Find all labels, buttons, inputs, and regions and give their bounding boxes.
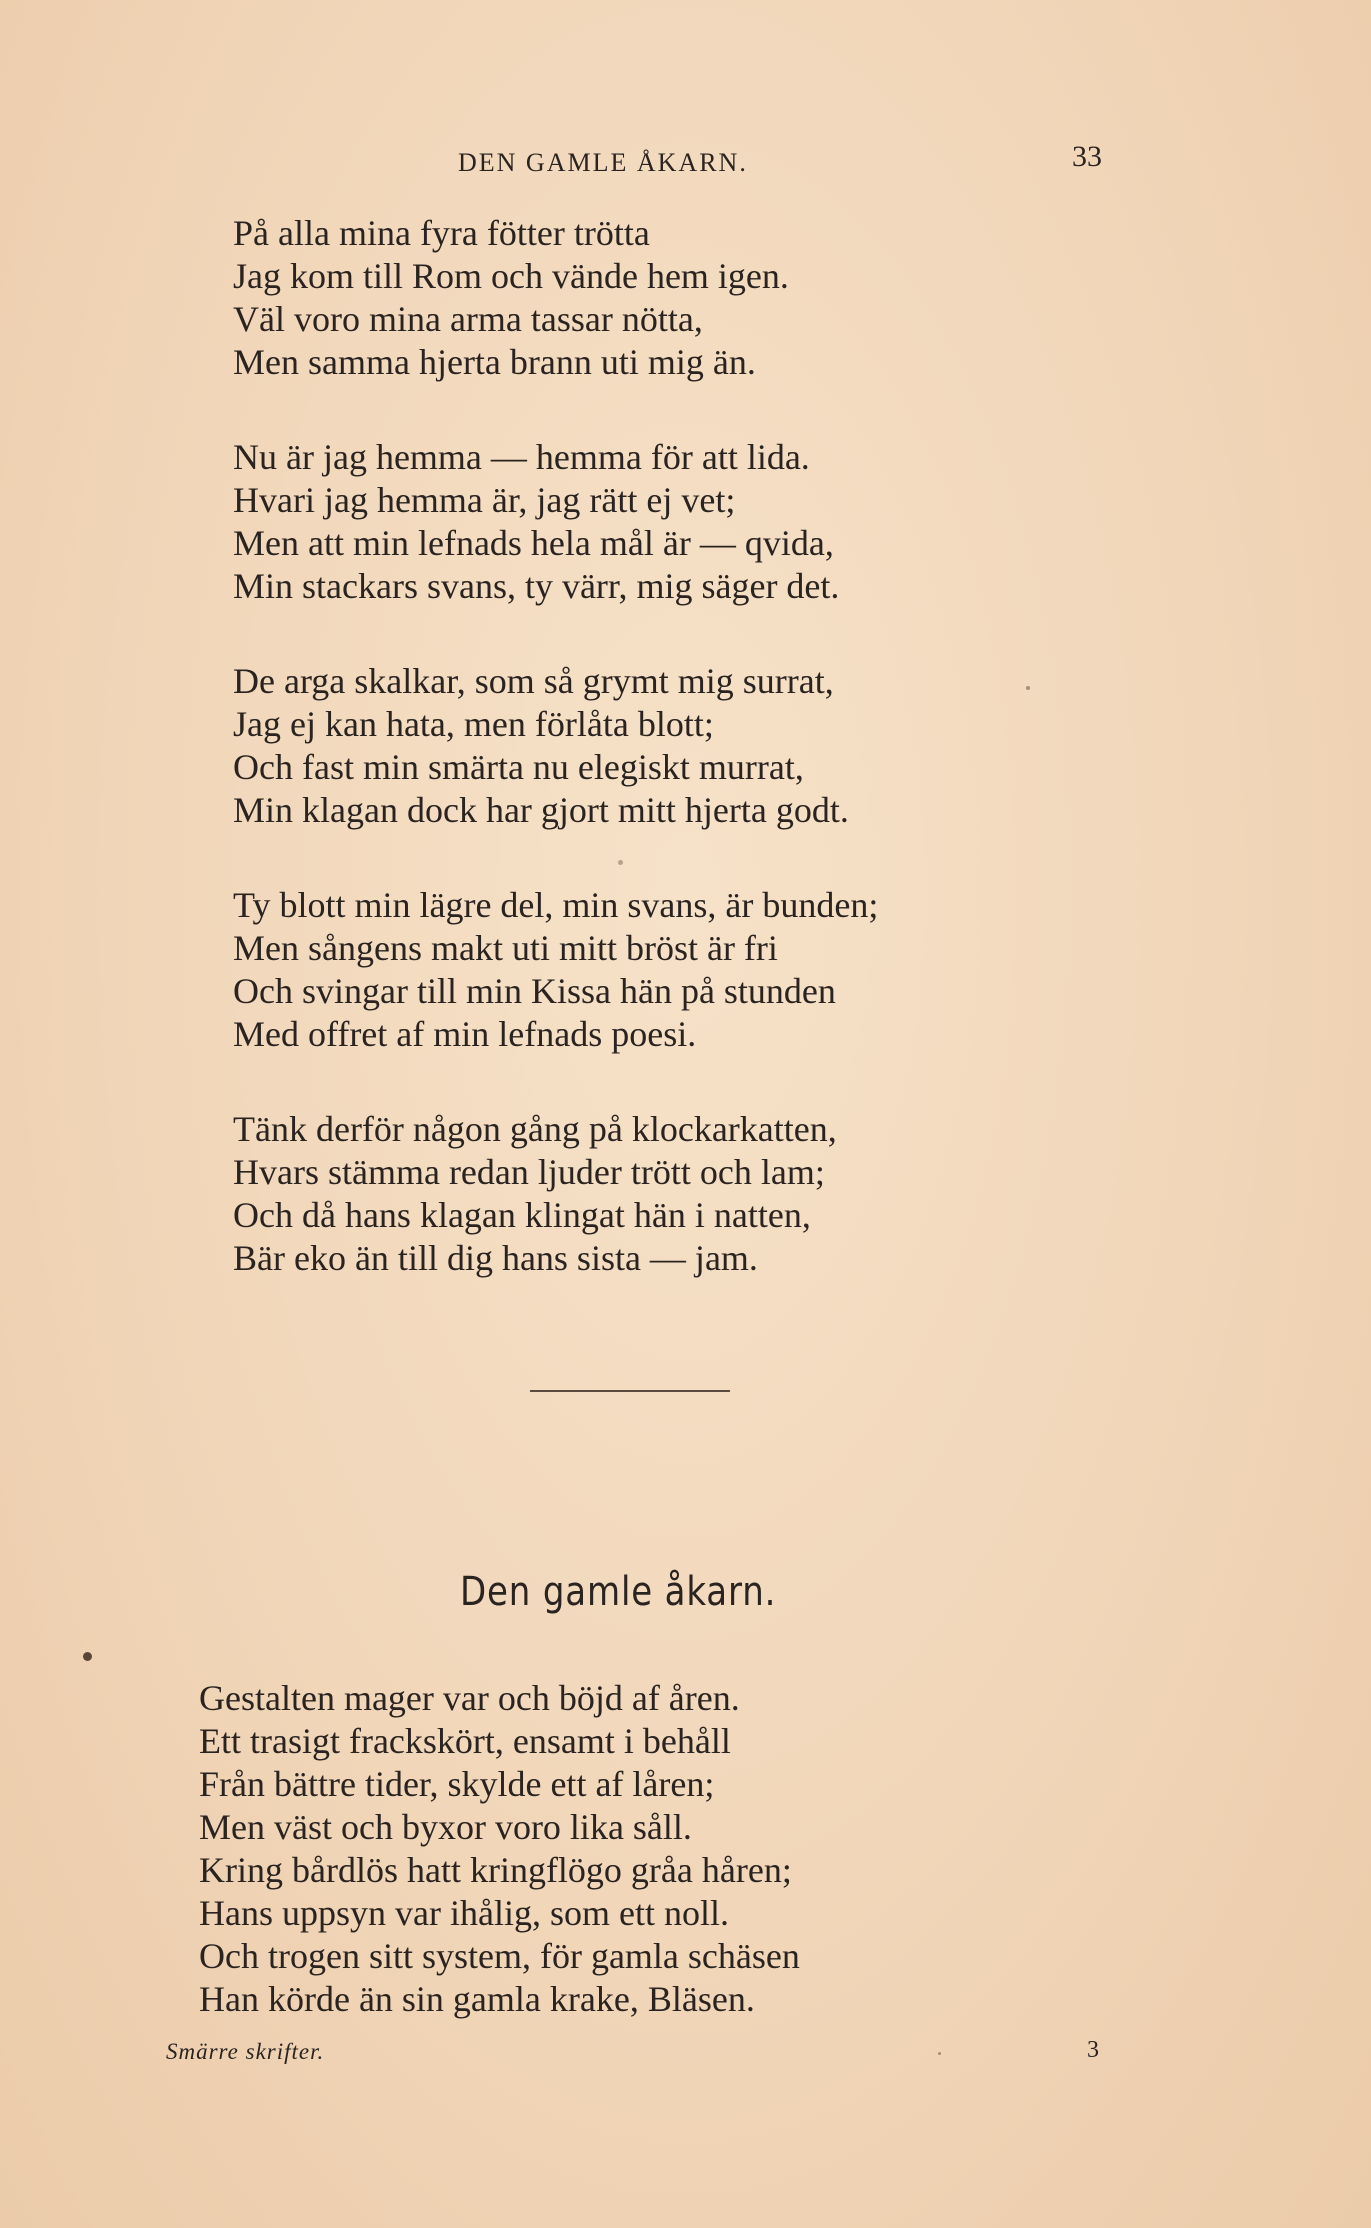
poem-line: Min stackars svans, ty värr, mig säger det. (233, 566, 840, 606)
footer-signature: Smärre skrifter. (166, 2039, 325, 2064)
poem-line: Han körde än sin gamla krake, Bläsen. (199, 1979, 755, 2019)
poem-line: Kring bårdlös hatt kringflögo gråa håren; (199, 1850, 792, 1890)
paper-speck (938, 2052, 941, 2055)
poem-line: Jag ej kan hata, men förlåta blott; (233, 704, 714, 744)
poem1-stanza-5 (233, 1108, 837, 1280)
poem1-stanza-1 (233, 212, 789, 384)
poem-line: Bär eko än till dig hans sista — jam. (233, 1238, 758, 1278)
poem-line: Men samma hjerta brann uti mig än. (233, 342, 756, 382)
paper-speck (83, 1652, 92, 1661)
poem-line: Från bättre tider, skylde ett af låren; (199, 1764, 715, 1804)
poem-line: Men att min lefnads hela mål är — qvida, (233, 523, 834, 563)
poem-line: Nu är jag hemma — hemma för att lida. (233, 437, 810, 477)
footer-sheet-number: 3 (1087, 2037, 1099, 2063)
poem-line: De arga skalkar, som så grymt mig surrat, (233, 661, 834, 701)
poem-line: Hans uppsyn var ihålig, som ett noll. (199, 1893, 729, 1933)
poem-line: Min klagan dock har gjort mitt hjerta godt. (233, 790, 849, 830)
section-divider (530, 1390, 730, 1392)
poem-line: Med offret af min lefnads poesi. (233, 1014, 697, 1054)
poem1-stanza-3 (233, 660, 849, 832)
poem-line: Och svingar till min Kissa hän på stunden (233, 971, 836, 1011)
poem1-stanza-2 (233, 436, 839, 608)
poem-line: Men sångens makt uti mitt bröst är fri (233, 928, 778, 968)
poem-line: Jag kom till Rom och vände hem igen. (233, 256, 789, 296)
paper-speck (618, 860, 623, 865)
poem-line: Och trogen sitt system, för gamla schäsen (199, 1936, 800, 1976)
paper-speck (1026, 686, 1030, 690)
poem-line: Väl voro mina arma tassar nötta, (233, 299, 703, 339)
poem-line: Och då hans klagan klingat hän i natten, (233, 1195, 811, 1235)
poem-line: Och fast min smärta nu elegiskt murrat, (233, 747, 804, 787)
poem2-stanza-1 (199, 1677, 800, 2021)
page-number: 33 (1072, 140, 1102, 173)
poem-line: Ett trasigt frackskört, ensamt i behåll (199, 1721, 731, 1761)
poem-line: Hvars stämma redan ljuder trött och lam; (233, 1152, 825, 1192)
poem-line: På alla mina fyra fötter trötta (233, 213, 650, 253)
poem1-stanza-4 (233, 884, 878, 1056)
poem-line: Men väst och byxor voro lika såll. (199, 1807, 692, 1847)
poem-line: Gestalten mager var och böjd af åren. (199, 1678, 740, 1718)
running-head: DEN GAMLE ÅKARN. (458, 148, 748, 177)
poem-line: Tänk derför någon gång på klockarkatten, (233, 1109, 837, 1149)
poem-title: Den gamle åkarn. (460, 1569, 777, 1615)
poem-line: Hvari jag hemma är, jag rätt ej vet; (233, 480, 736, 520)
poem-line: Ty blott min lägre del, min svans, är bunden; (233, 885, 879, 925)
